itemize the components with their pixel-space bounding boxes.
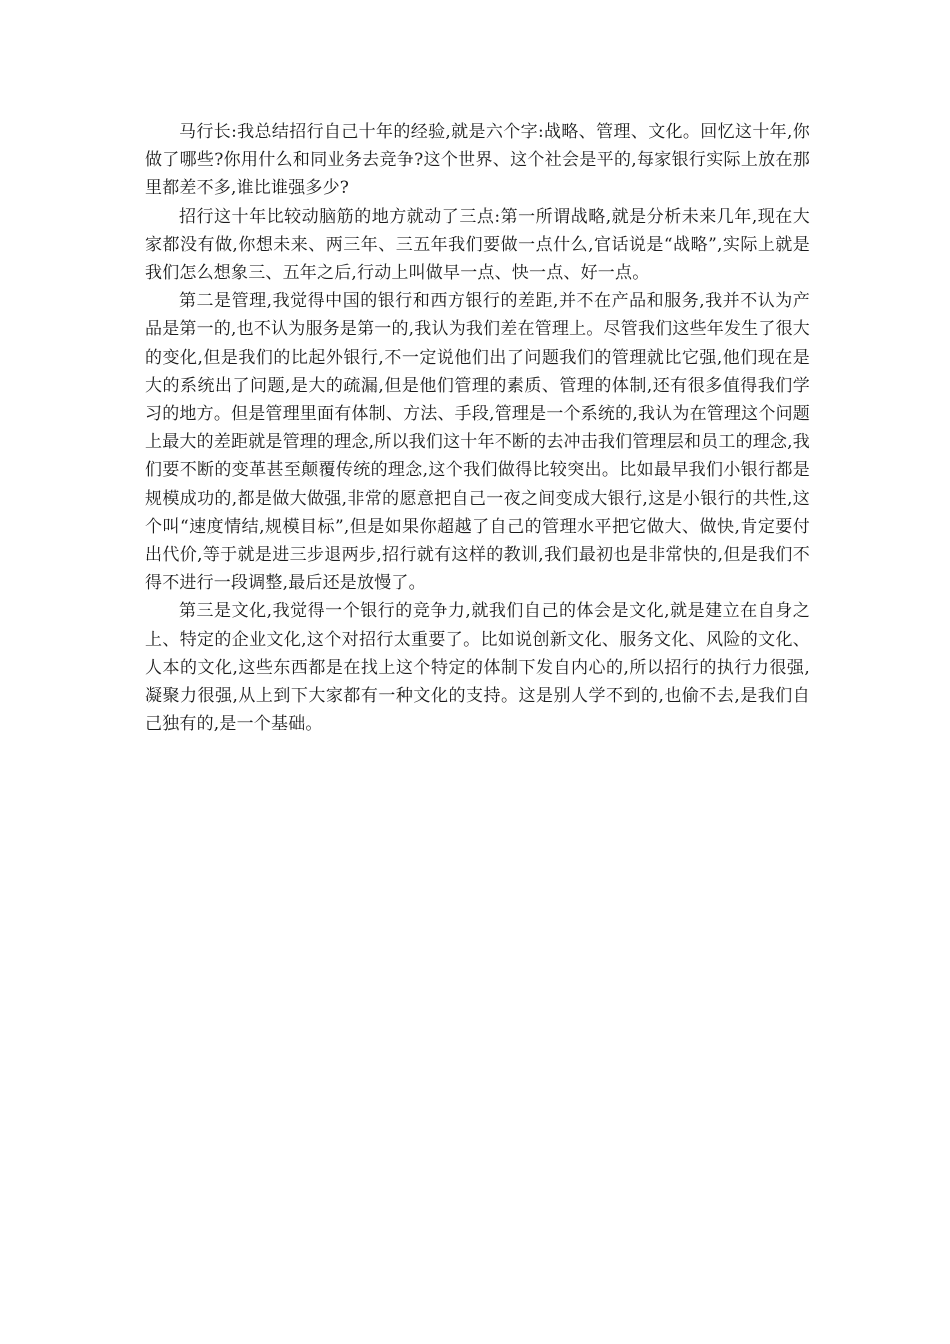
- paragraph-intro: 马行长:我总结招行自己十年的经验,就是六个字:战略、管理、文化。回忆这十年,你做了哪些?你用什么和同业务去竞争?这个世界、这个社会是平的,每家银行实际上放在那里都差不多,谁比谁强多少?: [145, 122, 810, 199]
- paragraph-strategy: 招行这十年比较动脑筋的地方就动了三点:第一所谓战略,就是分析未来几年,现在大家都没有做,你想未来、两三年、三五年我们要做一点什么,官话说是“战略”,实际上就是我们怎么想象三、五年之后,行动上叫做早一点、快一点、好一点。: [145, 206, 810, 284]
- paragraph-management: 第二是管理,我觉得中国的银行和西方银行的差距,并不在产品和服务,我并不认为产品是第一的,也不认为服务是第一的,我认为我们差在管理上。尽管我们这些年发生了很大的变化,但是我们的比起外银行,不一定说他们出了问题我们的管理就比它强,他们现在是大的系统出了问题,是大的疏漏,但是他们管理的素质、管理的体制,还有很多值得我们学习的地方。但是管理里面有体制、方法、手段,管理是一个系统的,我认为在管理这个问题上最大的差距就是管理的理念,所以我们这十年不断的去冲击我们管理层和员工的理念,我们要不断的变革甚至颠覆传统的理念,这个我们做得比较突出。比如最早我们小银行都是规模成功的,都是做大做强,非常的愿意把自己一夜之间变成大银行,这是小银行的共性,这个叫“速度情结,规模目标”,但是如果你超越了自己的管理水平把它做大、做快,肯定要付出代价,等于就是进三步退两步,招行就有这样的教训,我们最初也是非常快的,但是我们不得不进行一段调整,最后还是放慢了。: [145, 291, 810, 594]
- document-body: [145, 118, 810, 738]
- paragraph-culture: 第三是文化,我觉得一个银行的竞争力,就我们自己的体会是文化,就是建立在自身之上、特定的企业文化,这个对招行太重要了。比如说创新文化、服务文化、风险的文化、人本的文化,这些东西都是在找上这个特定的体制下发自内心的,所以招行的执行力很强,凝聚力很强,从上到下大家都有一种文化的支持。这是别人学不到的,也偷不去,是我们自己独有的,是一个基础。: [145, 601, 810, 735]
